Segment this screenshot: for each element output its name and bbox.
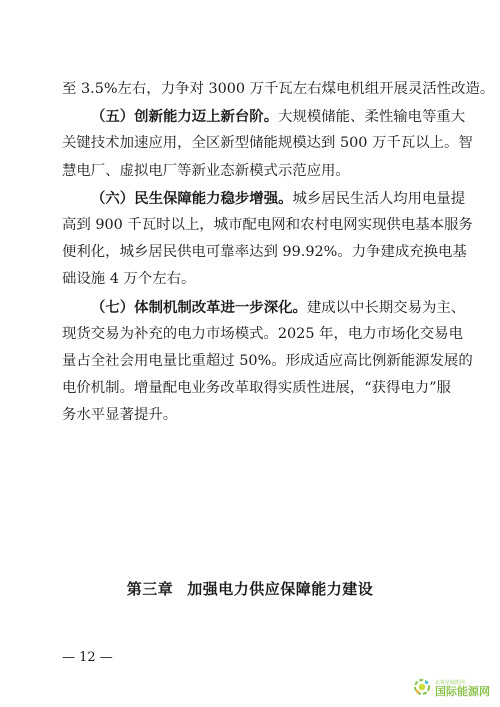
chapter-heading <box>0 578 500 599</box>
body-line: 础设施 4 万个左右。 <box>62 271 196 288</box>
body-line: （六）民生保障能力稳步增强。城乡居民生活人均用电量提 <box>91 189 466 207</box>
watermark-logo-icon <box>412 677 432 701</box>
body-line: 量占全社会用电量比重超过 50%。形成适应高比例新能源发展的 <box>62 352 473 369</box>
body-line: 慧电厂、虚拟电厂等新业态新模式示范应用。 <box>62 162 350 179</box>
section-heading: （六）民生保障能力稳步增强。 <box>91 189 293 207</box>
section-heading: （五）创新能力迈上新台阶。 <box>91 108 279 126</box>
watermark <box>412 677 490 701</box>
body-line: 电价机制。增量配电业务改革取得实质性进展，“获得电力”服 <box>62 380 451 397</box>
body-line: 现货交易为补充的电力市场模式。2025 年，电力市场化交易电 <box>62 325 463 342</box>
body-line: （七）体制机制改革进一步深化。建成以中长期交易为主、 <box>91 298 466 316</box>
body-line: （五）创新能力迈上新台阶。大规模储能、柔性输电等重大 <box>91 108 466 126</box>
page-body <box>62 76 495 429</box>
body-line: 便利化，城乡居民供电可靠率达到 99.92%。力争建成充换电基 <box>62 244 467 261</box>
body-line: 高到 900 千瓦时以上，城市配电网和农村电网实现供电基本服务 <box>62 216 473 233</box>
section-heading: （七）体制机制改革进一步深化。 <box>91 298 307 316</box>
body-line: 关键技术加速应用，全区新型储能规模达到 500 万千瓦以上。智 <box>62 135 473 152</box>
body-line: 务水平显著提升。 <box>62 407 178 424</box>
watermark-small-text: 北极星储能网 <box>435 680 466 686</box>
chapter-number: 第三章 <box>126 580 174 598</box>
body-line: 至 3.5%左右，力争对 3000 万千瓦左右煤电机组开展灵活性改造。 <box>62 81 495 97</box>
page-number: — 12 — <box>62 650 113 665</box>
chapter-title: 加强电力供应保障能力建设 <box>187 580 374 598</box>
watermark-main-text: 国际能源网 <box>435 685 490 698</box>
